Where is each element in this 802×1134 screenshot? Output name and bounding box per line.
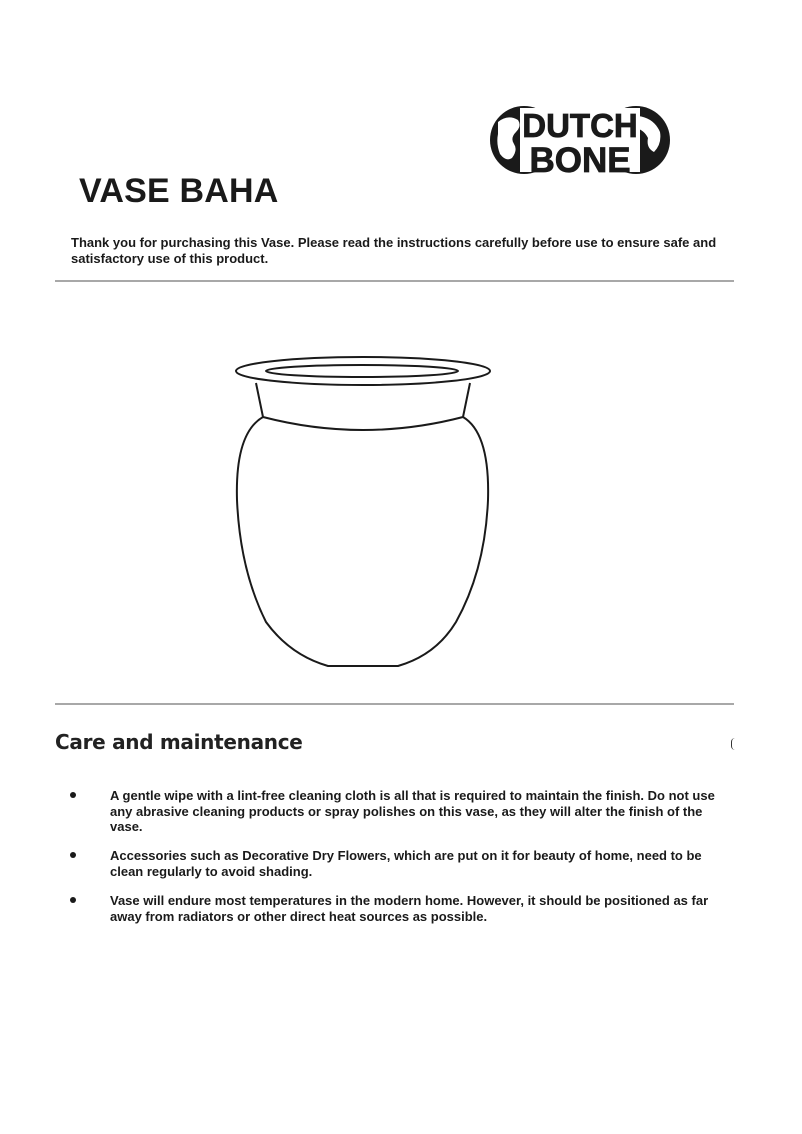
page-title: VASE BAHA — [79, 172, 279, 210]
care-item-text: Accessories such as Decorative Dry Flowers, which are put on it for beauty of home, need to be clean regularly to avoid shading. — [110, 848, 702, 879]
vase-illustration — [228, 348, 498, 674]
divider-top — [55, 280, 734, 282]
care-item-text: A gentle wipe with a lint-free cleaning cloth is all that is required to maintain the finish. Do not use any abrasive cleaning products or spray polishes on this vase, as they will alter the finish of the vase. — [110, 788, 715, 834]
intro-text: Thank you for purchasing this Vase. Please read the instructions carefully before use to ensure safe and satisfactory use of this product. — [71, 235, 717, 266]
care-heading: Care and maintenance — [55, 730, 303, 754]
bullet-icon — [70, 792, 76, 798]
bullet-icon — [70, 852, 76, 858]
vase-rim-inner — [266, 365, 458, 377]
vase-neck — [256, 383, 470, 430]
divider-bottom — [55, 703, 734, 705]
logo-line1: DUTCH — [522, 107, 638, 144]
edge-mark — [731, 738, 735, 750]
logo-line2: BONE — [529, 141, 631, 176]
vase-rim-outer — [236, 357, 490, 385]
brand-logo — [488, 104, 672, 176]
care-item-text: Vase will endure most temperatures in the modern home. However, it should be positioned as far away from radiators or other direct heat sources as possible. — [110, 893, 709, 924]
vase-body — [237, 417, 488, 666]
bullet-icon — [70, 897, 76, 903]
